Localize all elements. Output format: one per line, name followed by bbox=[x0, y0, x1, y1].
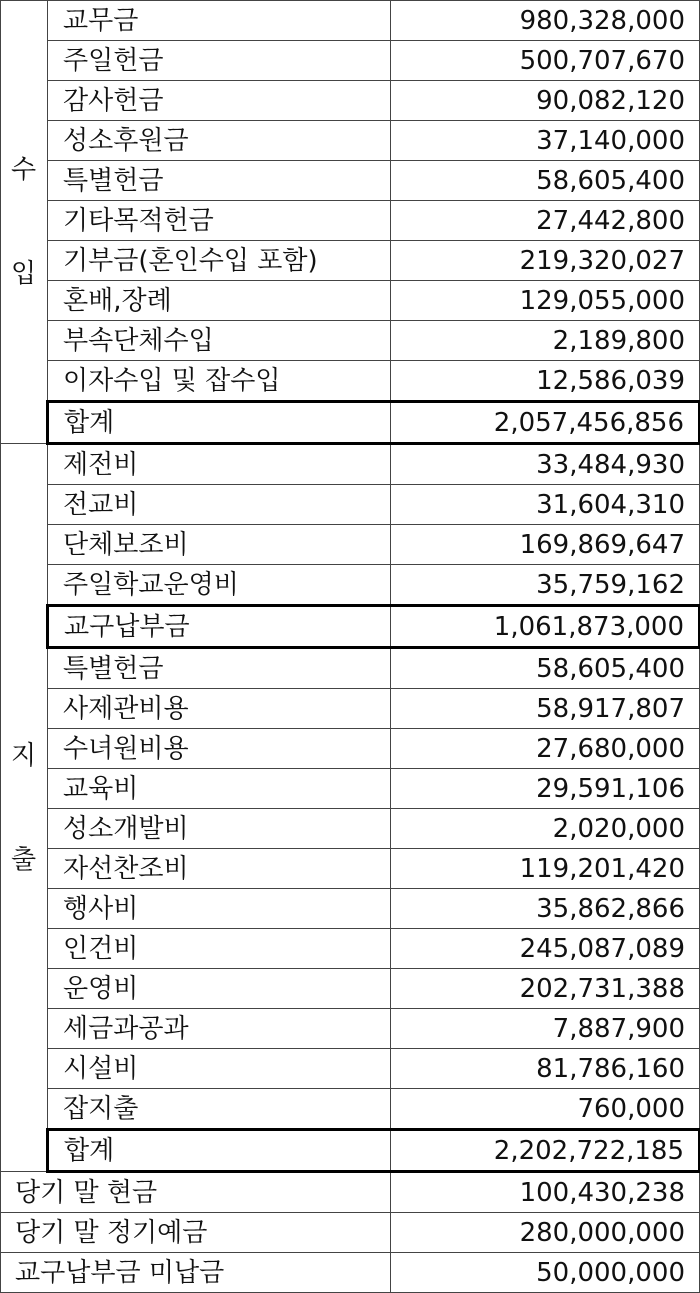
expense-item-amount: 202,731,388 bbox=[391, 969, 700, 1009]
income-item-name: 성소후원금 bbox=[48, 121, 391, 161]
income-item-amount: 90,082,120 bbox=[391, 81, 700, 121]
expense-item-amount: 760,000 bbox=[391, 1089, 700, 1130]
income-total-row bbox=[1, 402, 700, 444]
expense-item-amount: 119,201,420 bbox=[391, 849, 700, 889]
table-row bbox=[1, 281, 700, 321]
table-row bbox=[1, 41, 700, 81]
income-item-amount: 980,328,000 bbox=[391, 1, 700, 41]
expense-item-amount: 58,605,400 bbox=[391, 648, 700, 689]
expense-item-amount: 1,061,873,000 bbox=[391, 606, 700, 648]
expense-label-top: 지 bbox=[10, 740, 37, 771]
income-item-amount: 58,605,400 bbox=[391, 161, 700, 201]
income-item-amount: 2,189,800 bbox=[391, 321, 700, 361]
table-row bbox=[1, 201, 700, 241]
income-item-amount: 129,055,000 bbox=[391, 281, 700, 321]
expense-item-name: 세금과공과 bbox=[48, 1009, 391, 1049]
expense-item-amount: 33,484,930 bbox=[391, 444, 700, 485]
summary-item-amount: 50,000,000 bbox=[391, 1253, 700, 1293]
income-item-amount: 27,442,800 bbox=[391, 201, 700, 241]
table-row bbox=[1, 809, 700, 849]
summary-item-name: 당기 말 정기예금 bbox=[1, 1213, 391, 1253]
table-row bbox=[1, 929, 700, 969]
table-row bbox=[1, 1009, 700, 1049]
expense-item-amount: 35,759,162 bbox=[391, 565, 700, 606]
summary-row bbox=[1, 1213, 700, 1253]
table-row bbox=[1, 565, 700, 606]
expense-item-name: 제전비 bbox=[48, 444, 391, 485]
table-row bbox=[1, 769, 700, 809]
table-row bbox=[1, 241, 700, 281]
expense-item-amount: 81,786,160 bbox=[391, 1049, 700, 1089]
table-row bbox=[1, 1049, 700, 1089]
income-item-amount: 37,140,000 bbox=[391, 121, 700, 161]
summary-item-amount: 100,430,238 bbox=[391, 1172, 700, 1213]
table-row bbox=[1, 729, 700, 769]
income-item-name: 부속단체수입 bbox=[48, 321, 391, 361]
expense-item-name: 자선찬조비 bbox=[48, 849, 391, 889]
expense-item-name: 전교비 bbox=[48, 485, 391, 525]
expense-item-name: 수녀원비용 bbox=[48, 729, 391, 769]
income-item-name: 교무금 bbox=[48, 1, 391, 41]
summary-item-amount: 280,000,000 bbox=[391, 1213, 700, 1253]
income-item-name: 특별헌금 bbox=[48, 161, 391, 201]
table-row bbox=[1, 1, 700, 41]
income-item-amount: 500,707,670 bbox=[391, 41, 700, 81]
table-row bbox=[1, 161, 700, 201]
table-row bbox=[1, 849, 700, 889]
expense-item-amount: 58,917,807 bbox=[391, 689, 700, 729]
expense-item-name: 잡지출 bbox=[48, 1089, 391, 1130]
expense-total-row bbox=[1, 1130, 700, 1172]
expense-item-amount: 2,020,000 bbox=[391, 809, 700, 849]
expense-item-name: 인건비 bbox=[48, 929, 391, 969]
income-label-top: 수 bbox=[10, 155, 37, 185]
expense-item-name: 성소개발비 bbox=[48, 809, 391, 849]
summary-item-name: 당기 말 현금 bbox=[1, 1172, 391, 1213]
table-row bbox=[1, 444, 700, 485]
expense-item-amount: 31,604,310 bbox=[391, 485, 700, 525]
expense-item-amount: 35,862,866 bbox=[391, 889, 700, 929]
income-item-name: 감사헌금 bbox=[48, 81, 391, 121]
income-section-label bbox=[1, 1, 48, 444]
expense-section-label bbox=[1, 444, 48, 1172]
expense-item-amount: 7,887,900 bbox=[391, 1009, 700, 1049]
expense-total-amount: 2,202,722,185 bbox=[391, 1130, 700, 1172]
expense-item-name: 단체보조비 bbox=[48, 525, 391, 565]
table-row bbox=[1, 1089, 700, 1130]
table-row bbox=[1, 969, 700, 1009]
expense-item-amount: 27,680,000 bbox=[391, 729, 700, 769]
income-total-name: 합계 bbox=[48, 402, 391, 444]
table-row bbox=[1, 689, 700, 729]
table-row bbox=[1, 485, 700, 525]
income-item-amount: 219,320,027 bbox=[391, 241, 700, 281]
table-row bbox=[1, 121, 700, 161]
income-total-amount: 2,057,456,856 bbox=[391, 402, 700, 444]
summary-item-name: 교구납부금 미납금 bbox=[1, 1253, 391, 1293]
table-row bbox=[1, 606, 700, 648]
summary-row bbox=[1, 1253, 700, 1293]
expense-item-name: 운영비 bbox=[48, 969, 391, 1009]
expense-label-bottom: 출 bbox=[10, 844, 37, 875]
income-item-amount: 12,586,039 bbox=[391, 361, 700, 402]
income-item-name: 이자수입 및 잡수입 bbox=[48, 361, 391, 402]
expense-item-amount: 169,869,647 bbox=[391, 525, 700, 565]
income-item-name: 기타목적헌금 bbox=[48, 201, 391, 241]
expense-total-name: 합계 bbox=[48, 1130, 391, 1172]
income-item-name: 혼배,장례 bbox=[48, 281, 391, 321]
expense-item-name: 행사비 bbox=[48, 889, 391, 929]
table-row bbox=[1, 648, 700, 689]
table-row bbox=[1, 81, 700, 121]
income-item-name: 기부금(혼인수입 포함) bbox=[48, 241, 391, 281]
expense-item-name: 사제관비용 bbox=[48, 689, 391, 729]
expense-item-amount: 29,591,106 bbox=[391, 769, 700, 809]
expense-item-name: 시설비 bbox=[48, 1049, 391, 1089]
income-item-name: 주일헌금 bbox=[48, 41, 391, 81]
expense-item-name: 교구납부금 bbox=[48, 606, 391, 648]
expense-item-name: 주일학교운영비 bbox=[48, 565, 391, 606]
expense-item-name: 특별헌금 bbox=[48, 648, 391, 689]
income-label-bottom: 입 bbox=[10, 259, 37, 289]
summary-row bbox=[1, 1172, 700, 1213]
expense-item-amount: 245,087,089 bbox=[391, 929, 700, 969]
expense-item-name: 교육비 bbox=[48, 769, 391, 809]
table-row bbox=[1, 525, 700, 565]
table-row bbox=[1, 321, 700, 361]
table-row bbox=[1, 361, 700, 402]
table-row bbox=[1, 889, 700, 929]
